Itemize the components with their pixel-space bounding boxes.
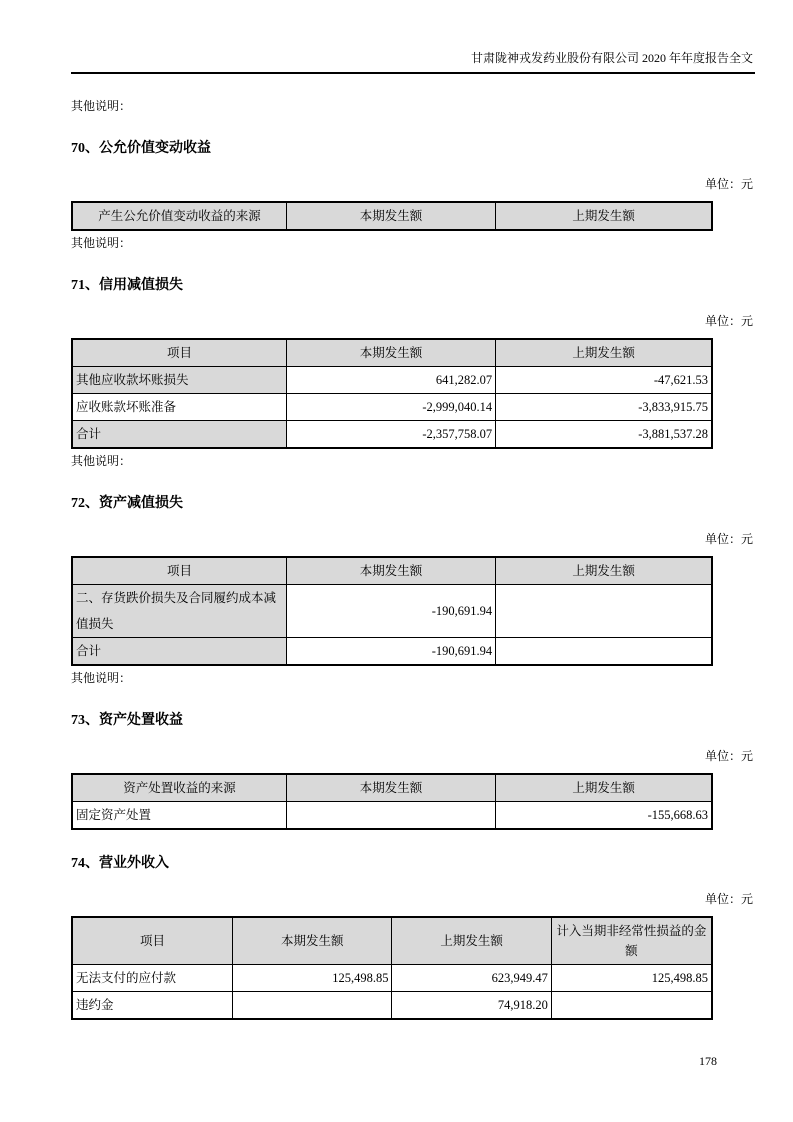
column-header-item: 项目: [72, 339, 286, 367]
report-title: 甘肃陇神戎发药业股份有限公司 2020 年年度报告全文: [470, 51, 753, 65]
table-row: [72, 394, 712, 421]
row-item-cell: 合计: [72, 638, 286, 666]
row-item-cell: 无法支付的应付款: [72, 965, 233, 992]
unit-label: 单位：元: [704, 314, 753, 328]
column-header-prior-period: 上期发生额: [496, 202, 712, 230]
table-header-row: [72, 774, 712, 802]
section-heading-71: 71、信用减值损失: [71, 278, 183, 293]
unit-label: 单位：元: [704, 749, 753, 763]
other-note: 其他说明：: [71, 99, 132, 113]
asset-disposal-income-table: [71, 773, 713, 830]
row-current-cell: 125,498.85: [233, 965, 392, 992]
section-heading-74: 74、营业外收入: [71, 856, 169, 871]
other-note: 其他说明：: [71, 236, 132, 250]
row-item-cell: 其他应收款坏账损失: [72, 367, 286, 394]
table-header-row: [72, 557, 712, 585]
asset-impairment-loss-table: [71, 556, 713, 666]
row-current-cell: -2,357,758.07: [286, 421, 495, 449]
row-prior-cell: [496, 638, 712, 666]
fair-value-change-table: [71, 201, 713, 231]
table-row-total: [72, 638, 712, 666]
row-item-cell: 违约金: [72, 992, 233, 1020]
page-number: 178: [699, 1054, 717, 1068]
unit-label: 单位：元: [704, 532, 753, 546]
table-row: [72, 585, 712, 638]
row-current-cell: [286, 802, 495, 830]
section-heading-73: 73、资产处置收益: [71, 713, 183, 728]
row-prior-cell: 623,949.47: [392, 965, 551, 992]
column-header-non-recurring: 计入当期非经常性损益的金额: [551, 917, 712, 965]
other-note: 其他说明：: [71, 671, 132, 685]
column-header-current-period: 本期发生额: [286, 774, 495, 802]
table-row: [72, 992, 712, 1020]
row-item-cell: 二、存货跌价损失及合同履约成本减值损失: [72, 585, 286, 638]
column-header-item: 项目: [72, 557, 286, 585]
row-prior-cell: -155,668.63: [496, 802, 712, 830]
column-header-current-period: 本期发生额: [286, 557, 495, 585]
column-header-source: 资产处置收益的来源: [72, 774, 286, 802]
unit-label: 单位：元: [704, 892, 753, 906]
table-header-row: [72, 202, 712, 230]
document-header: [71, 0, 755, 74]
column-header-current-period: 本期发生额: [286, 339, 495, 367]
column-header-source: 产生公允价值变动收益的来源: [72, 202, 286, 230]
row-item-cell: 合计: [72, 421, 286, 449]
row-non-recurring-cell: [551, 992, 712, 1020]
row-item-cell: 应收账款坏账准备: [72, 394, 286, 421]
row-prior-cell: -3,881,537.28: [496, 421, 712, 449]
other-note: 其他说明：: [71, 454, 132, 468]
column-header-prior-period: 上期发生额: [392, 917, 551, 965]
column-header-current-period: 本期发生额: [286, 202, 495, 230]
row-current-cell: 641,282.07: [286, 367, 495, 394]
row-current-cell: -190,691.94: [286, 585, 495, 638]
column-header-prior-period: 上期发生额: [496, 774, 712, 802]
row-current-cell: -2,999,040.14: [286, 394, 495, 421]
page-content: [71, 98, 755, 1020]
non-operating-income-table: [71, 916, 713, 1020]
section-heading-72: 72、资产减值损失: [71, 496, 183, 511]
column-header-prior-period: 上期发生额: [496, 339, 712, 367]
row-prior-cell: -3,833,915.75: [496, 394, 712, 421]
table-header-row: [72, 339, 712, 367]
row-current-cell: -190,691.94: [286, 638, 495, 666]
column-header-current-period: 本期发生额: [233, 917, 392, 965]
row-prior-cell: [496, 585, 712, 638]
credit-impairment-loss-table: [71, 338, 713, 449]
table-header-row: [72, 917, 712, 965]
table-row: [72, 965, 712, 992]
column-header-item: 项目: [72, 917, 233, 965]
column-header-prior-period: 上期发生额: [496, 557, 712, 585]
table-row: [72, 367, 712, 394]
row-item-cell: 固定资产处置: [72, 802, 286, 830]
row-current-cell: [233, 992, 392, 1020]
row-prior-cell: -47,621.53: [496, 367, 712, 394]
section-heading-70: 70、公允价值变动收益: [71, 141, 211, 156]
table-row: [72, 802, 712, 830]
row-non-recurring-cell: 125,498.85: [551, 965, 712, 992]
table-row-total: [72, 421, 712, 449]
row-prior-cell: 74,918.20: [392, 992, 551, 1020]
unit-label: 单位：元: [704, 177, 753, 191]
